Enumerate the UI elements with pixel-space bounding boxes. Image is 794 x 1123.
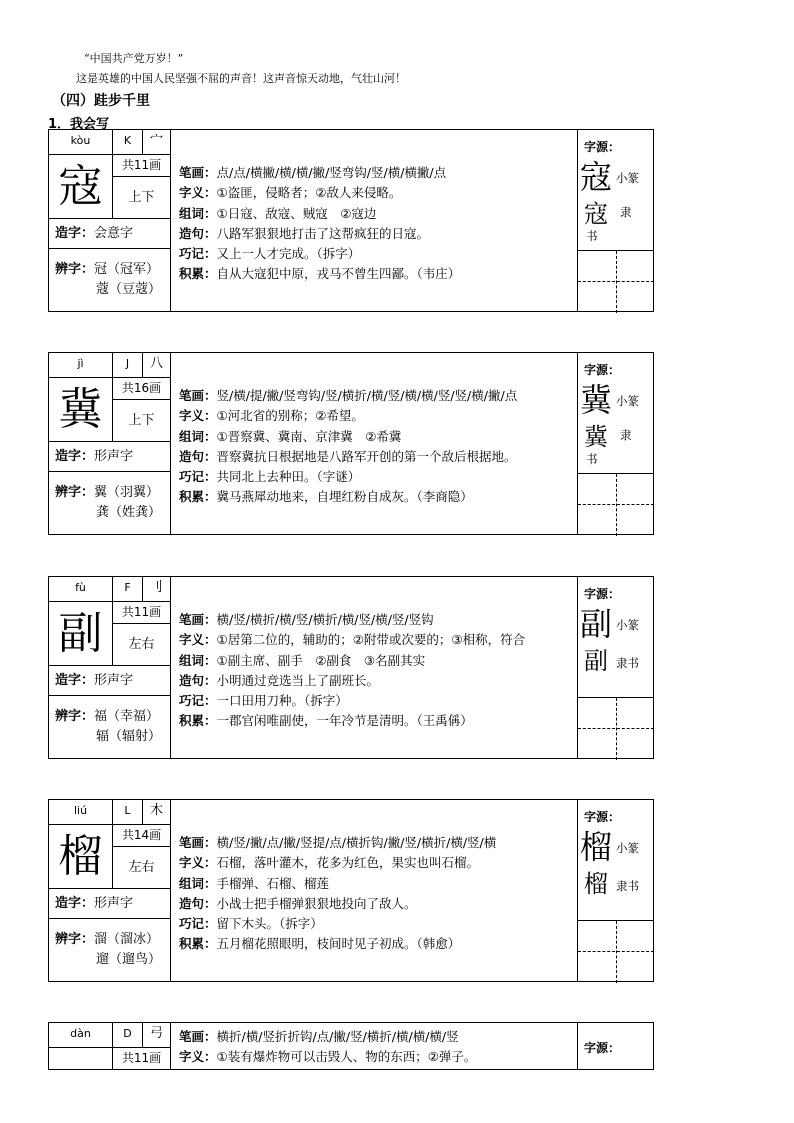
jilei-row [179, 264, 575, 284]
qiaoji-label: 巧记： [179, 693, 217, 709]
ziyi-label: 字义： [179, 1049, 217, 1065]
bihua-row [179, 163, 575, 183]
zaoju-row [179, 224, 575, 244]
ziyi-value: 石榴，落叶灌木，花多为红色，果实也叫石榴。 [216, 855, 480, 871]
zuci-row [179, 874, 575, 894]
writing-grid [577, 473, 653, 535]
pinyin: kòu [49, 130, 113, 155]
bianzi-1: 翼（羽翼） [94, 485, 160, 500]
ziyi-value: ①居第二位的，辅助的；②附带或次要的；③相称，符合 [216, 632, 526, 648]
bianzi-row [49, 249, 171, 312]
bianzi-row [49, 472, 171, 535]
grid-v-line [616, 474, 617, 536]
writing-grid [577, 920, 653, 982]
ziyuan-label: 字源： [584, 1041, 621, 1055]
bihua-label: 笔画： [179, 1029, 217, 1044]
radical: 八 [143, 353, 171, 378]
zaozi-value: 形声字 [94, 896, 134, 911]
character-card-partial [48, 1022, 654, 1070]
qiaoji-value: 共同北上去种田。（字谜） [216, 469, 361, 485]
ziyi-row [179, 1047, 575, 1067]
zuci-value: 手榴弹、石榴、榴莲 [216, 875, 330, 891]
bianzi-row [49, 696, 171, 759]
bihua-value: 竖/横/提/撇/竖弯钩/竖/横折/横/竖/横/横/竖/竖/横/撇/点 [216, 388, 518, 403]
ziyi-row [179, 183, 575, 203]
ziyuan-cell [577, 577, 653, 697]
stroke-count: 共11画 [113, 602, 171, 624]
qiaoji-row [179, 691, 575, 711]
info-block [179, 386, 575, 536]
jilei-label: 积累： [179, 266, 217, 282]
bianzi-label: 辨字： [55, 485, 95, 500]
stroke-count: 共11画 [113, 155, 171, 177]
radical: 木 [143, 800, 171, 825]
bihua-label: 笔画： [179, 612, 217, 627]
pinyin: fù [49, 577, 113, 602]
ziyuan-cell [577, 800, 653, 920]
qiaoji-value: 留下木头。（拆字） [216, 916, 323, 932]
zaozi-value: 会意字 [94, 226, 134, 241]
zaozi-value: 形声字 [94, 449, 134, 464]
seal-script-glyph: 榴 [580, 828, 613, 866]
ziyi-value: ①装有爆炸物可以击毁人、物的东西；②弹子。 [216, 1049, 477, 1065]
bianzi-2: 遛（遛鸟） [96, 952, 162, 967]
zaozi-label: 造字： [55, 673, 95, 688]
bihua-label: 笔画： [179, 165, 217, 180]
clerk-script-glyph: 冀 [584, 423, 608, 451]
xiaozhuan-label: 小篆 [616, 618, 639, 632]
jilei-row [179, 711, 575, 731]
xiaozhuan-label: 小篆 [616, 171, 639, 185]
li-label: 隶 [620, 205, 632, 219]
ziyi-row [179, 630, 575, 650]
zuci-label: 组词： [179, 205, 217, 221]
zaozi-row [49, 889, 171, 919]
bianzi-1: 冠（冠军） [94, 262, 160, 277]
info-block [179, 833, 575, 983]
clerk-script-glyph: 榴 [584, 870, 608, 898]
zaoju-label: 造句： [179, 448, 217, 464]
grid-v-line [616, 698, 617, 760]
bihua-value: 横折/横/竖折折钩/点/撇/竖/横折/横/横/横/竖 [216, 1029, 459, 1044]
zaozi-row [49, 219, 171, 249]
radical: 宀 [143, 130, 171, 155]
ziyuan-cell [577, 130, 653, 250]
zaoju-row [179, 894, 575, 914]
initial-letter: L [113, 800, 143, 825]
bihua-value: 横/竖/撇/点/撇/竖提/点/横折钩/撇/竖/横折/横/竖/横 [216, 835, 497, 850]
jilei-row [179, 934, 575, 954]
ziyi-label: 字义： [179, 408, 217, 424]
grid-v-line [616, 921, 617, 983]
stroke-count: 共16画 [113, 378, 171, 400]
zuci-row [179, 651, 575, 671]
ziyi-row [179, 853, 575, 873]
jilei-value: 自从大寇犯中原，戎马不曾生四鄙。（韦庄） [216, 266, 461, 282]
seal-script-glyph: 副 [580, 605, 613, 643]
qiaoji-label: 巧记： [179, 246, 217, 262]
radical: 弓 [143, 1023, 171, 1048]
zuci-row [179, 427, 575, 447]
jilei-label: 积累： [179, 489, 217, 505]
jilei-label: 积累： [179, 936, 217, 952]
bianzi-row [49, 919, 171, 982]
big-character: 副 [49, 602, 113, 666]
bianzi-label: 辨字： [55, 262, 95, 277]
zuci-row [179, 204, 575, 224]
qiaoji-label: 巧记： [179, 916, 217, 932]
initial-letter: J [113, 353, 143, 378]
character-card [48, 799, 654, 982]
qiaoji-row [179, 244, 575, 264]
initial-letter: K [113, 130, 143, 155]
seal-script-glyph: 冀 [580, 381, 613, 419]
zuci-value: ①副主席、副手 ②副食 ③名副其实 [216, 652, 426, 668]
zaoju-row [179, 671, 575, 691]
bihua-label: 笔画： [179, 835, 217, 850]
shu-label: 书 [586, 452, 598, 466]
qiaoji-value: 又上一人才完成。（拆字） [216, 246, 361, 262]
xiaozhuan-label: 小篆 [616, 394, 639, 408]
initial-letter: F [113, 577, 143, 602]
character-card [48, 129, 654, 312]
jilei-label: 积累： [179, 713, 217, 729]
ziyuan-label: 字源： [584, 587, 621, 601]
bianzi-2: 辐（辐射） [96, 729, 162, 744]
info-block [179, 610, 575, 760]
zaoju-row [179, 447, 575, 467]
quote-line-1: “中国共产党万岁！” [84, 52, 184, 65]
character-card [48, 576, 654, 759]
initial-letter: D [113, 1023, 143, 1048]
seal-script-glyph: 寇 [580, 158, 613, 196]
grid-v-line [616, 251, 617, 313]
zaoju-label: 造句： [179, 672, 217, 688]
zaoju-label: 造句： [179, 225, 217, 241]
zuci-label: 组词： [179, 652, 217, 668]
qiaoji-row [179, 467, 575, 487]
ziyuan-cell [577, 1023, 653, 1070]
jilei-value: 冀马燕犀动地来，自埋红粉自成灰。（李商隐） [216, 489, 473, 505]
zaoju-value: 晋察冀抗日根据地是八路军开创的第一个敌后根据地。 [216, 448, 517, 464]
zuci-label: 组词： [179, 875, 217, 891]
bihua-value: 点/点/横撇/横/横/撇/竖弯钩/竖/横/横撇/点 [216, 165, 447, 180]
ziyi-label: 字义： [179, 185, 217, 201]
big-character: 冀 [49, 378, 113, 442]
zuci-value: ①日寇、敌寇、贼寇 ②寇边 [216, 205, 377, 221]
qiaoji-value: 一口田用刀种。（拆字） [216, 693, 348, 709]
bianzi-1: 溜（溜冰） [94, 932, 160, 947]
writing-grid [577, 250, 653, 312]
jilei-row [179, 487, 575, 507]
xiaozhuan-label: 小篆 [616, 841, 639, 855]
zaoju-value: 八路军狠狠地打击了这帮疯狂的日寇。 [216, 225, 430, 241]
ziyi-value: ①河北省的别称；②希望。 [216, 408, 364, 424]
zaoju-value: 小明通过竞选当上了副班长。 [216, 672, 380, 688]
bihua-row [179, 610, 575, 630]
quote-line-2: 这是英雄的中国人民坚强不屈的声音！这声音惊天动地，气壮山河！ [76, 72, 406, 85]
bianzi-1: 福（幸福） [94, 709, 160, 724]
bihua-row [179, 386, 575, 406]
zaozi-row [49, 442, 171, 472]
zaoju-label: 造句： [179, 895, 217, 911]
jilei-value: 五月榴花照眼明，枝间时见子初成。（韩愈） [216, 936, 461, 952]
pinyin: liú [49, 800, 113, 825]
ziyi-row [179, 406, 575, 426]
stroke-count: 共14画 [113, 825, 171, 847]
big-character: 榴 [49, 825, 113, 889]
zaozi-row [49, 666, 171, 696]
zuci-value: ①晋察冀、冀南、京津冀 ②希冀 [216, 428, 402, 444]
ziyi-value: ①盗匪，侵略者；②敌人来侵略。 [216, 185, 402, 201]
bihua-value: 横/竖/横折/横/竖/横折/横/竖/横/竖/竖钩 [216, 612, 434, 627]
clerk-script-glyph: 副 [584, 647, 608, 675]
section-title: （四）跬步千里 [52, 93, 150, 109]
bianzi-2: 蔻（豆蔻） [96, 282, 162, 297]
qiaoji-row [179, 914, 575, 934]
ziyuan-label: 字源： [584, 363, 621, 377]
ziyuan-label: 字源： [584, 810, 621, 824]
bihua-row [179, 833, 575, 853]
clerk-script-glyph: 寇 [584, 200, 608, 228]
pinyin: jì [49, 353, 113, 378]
zaozi-label: 造字： [55, 449, 95, 464]
lishu-label: 隶书 [616, 879, 639, 893]
character-card [48, 352, 654, 535]
bihua-row [179, 1027, 575, 1047]
zaoju-value: 小战士把手榴弹狠狠地投向了敌人。 [216, 895, 417, 911]
li-label: 隶 [620, 428, 632, 442]
jilei-value: 一郡官闲唯副使，一年冷节是清明。（王禹偁） [216, 713, 473, 729]
info-block [179, 1027, 575, 1071]
qiaoji-label: 巧记： [179, 469, 217, 485]
ziyuan-cell [577, 353, 653, 473]
sub-title: 1．我会写 [48, 117, 110, 132]
radical: 刂 [143, 577, 171, 602]
zaozi-label: 造字： [55, 896, 95, 911]
structure: 左右 [113, 624, 171, 666]
bianzi-label: 辨字： [55, 709, 95, 724]
zaozi-value: 形声字 [94, 673, 134, 688]
pinyin: dàn [49, 1023, 113, 1048]
bianzi-2: 龚（姓龚） [96, 505, 162, 520]
bianzi-label: 辨字： [55, 932, 95, 947]
ziyuan-label: 字源： [584, 140, 621, 154]
writing-grid [577, 697, 653, 759]
structure: 左右 [113, 847, 171, 889]
big-character-cut [49, 1048, 113, 1070]
lishu-label: 隶书 [616, 656, 639, 670]
zuci-label: 组词： [179, 428, 217, 444]
structure: 上下 [113, 177, 171, 219]
big-character: 寇 [49, 155, 113, 219]
ziyi-label: 字义： [179, 855, 217, 871]
shu-label: 书 [586, 229, 598, 243]
info-block [179, 163, 575, 313]
ziyi-label: 字义： [179, 632, 217, 648]
zaozi-label: 造字： [55, 226, 95, 241]
bihua-label: 笔画： [179, 388, 217, 403]
structure: 上下 [113, 400, 171, 442]
stroke-count: 共11画 [113, 1048, 171, 1070]
